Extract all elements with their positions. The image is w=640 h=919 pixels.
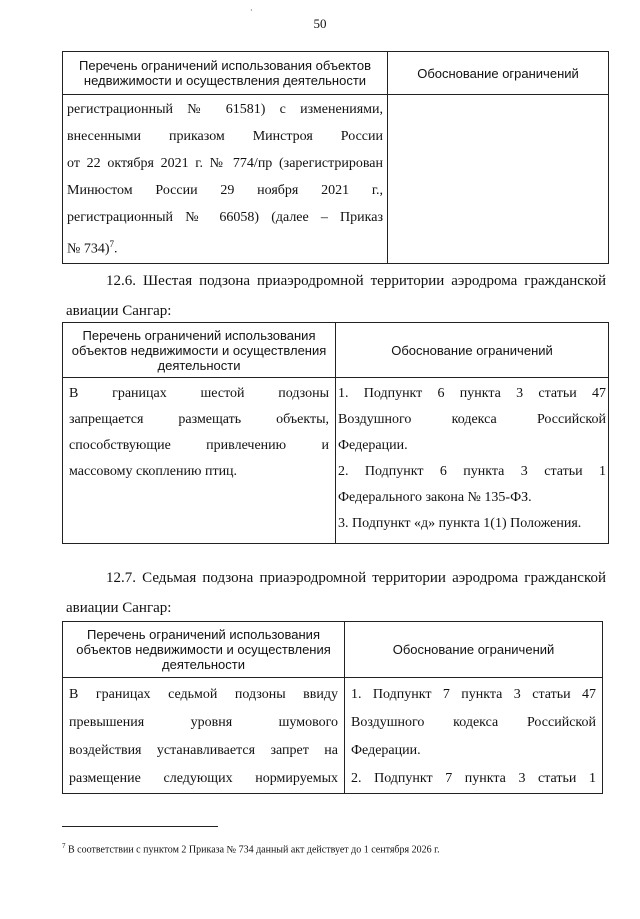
footnote: [62, 842, 622, 855]
text-line: Воздушного кодекса Российской: [351, 715, 596, 730]
text-line-last: № 734)$^7$.: [67, 239, 118, 257]
text-line: Воздушного кодекса Российской: [338, 412, 606, 427]
table-cell-restriction: [63, 95, 388, 264]
text-line: Федерации.: [338, 438, 408, 453]
text-line: от 22 октября 2021 г. № 774/пр (зарегистрирован: [67, 156, 383, 171]
section-heading-12-6: 12.6. Шестая подзона приаэродромной территории аэродрома гражданской авиации Сангар:: [66, 273, 606, 319]
restrictions-table-subzone-7: [62, 621, 603, 794]
text-line: запрещается размещать объекты,: [69, 412, 329, 427]
footnote-separator: [62, 826, 218, 827]
text-line-last: массовому скоплению птиц.: [69, 464, 238, 479]
text-line: Минюстом России 29 ноября 2021 г.,: [67, 183, 383, 198]
restrictions-table-continued: [62, 51, 609, 264]
table-cell-justification: [336, 378, 609, 544]
footnote-reference: 7: [109, 239, 115, 249]
text-line: размещение следующих нормируемых: [69, 771, 338, 786]
text-line: 2. Подпункт 7 пункта 3 статьи 1: [351, 771, 596, 786]
text-line: Федерации.: [351, 743, 421, 758]
table-cell-restriction: [63, 678, 345, 794]
table-cell-restriction: [63, 378, 336, 544]
table-header-restrictions: Перечень ограничений использования объектов недвижимости и осуществления деятельности: [63, 52, 388, 95]
table-header-restrictions: Перечень ограничений использования объектов недвижимости и осуществления деятельности: [63, 323, 336, 378]
text-line: 2. Подпункт 6 пункта 3 статьи 1: [338, 464, 606, 479]
text-line: 1. Подпункт 7 пункта 3 статьи 47: [351, 687, 596, 702]
text-line: воздействия устанавливается запрет на: [69, 743, 338, 758]
text-line: В границах шестой подзоны: [69, 386, 329, 401]
text-line: 1. Подпункт 6 пункта 3 статьи 47: [338, 386, 606, 401]
text-line: регистрационный № 61581) с изменениями,: [67, 102, 383, 117]
text-line: В границах седьмой подзоны ввиду: [69, 687, 338, 702]
table-header-justification: Обоснование ограничений: [388, 52, 609, 95]
table-header-restrictions: Перечень ограничений использования объектов недвижимости и осуществления деятельности: [63, 622, 345, 678]
section-heading-12-7: 12.7. Седьмая подзона приаэродромной территории аэродрома гражданской авиации Сангар:: [66, 570, 606, 616]
footnote-text: В соответствии с пунктом 2 Приказа № 734 данный акт действует до 1 сентября 2026 г.: [68, 844, 440, 856]
text-line-last: 3. Подпункт «д» пункта 1(1) Положения.: [338, 516, 582, 531]
text-line: внесенными приказом Минстроя России: [67, 129, 383, 144]
scan-dot: ·: [250, 6, 253, 15]
table-header-justification: Обоснование ограничений: [345, 622, 603, 678]
table-cell-justification: [345, 678, 603, 794]
footnote-marker: 7: [62, 842, 66, 850]
page-number: 50: [313, 16, 327, 31]
text-line: регистрационный № 66058) (далее – Приказ: [67, 210, 383, 225]
restrictions-table-subzone-6: [62, 322, 609, 544]
text-line: способствующие привлечению и: [69, 438, 329, 453]
table-cell-justification-empty: [388, 95, 609, 264]
table-header-justification: Обоснование ограничений: [336, 323, 609, 378]
text-line: Федерального закона № 135-ФЗ.: [338, 490, 532, 505]
text-line: превышения уровня шумового: [69, 715, 338, 730]
